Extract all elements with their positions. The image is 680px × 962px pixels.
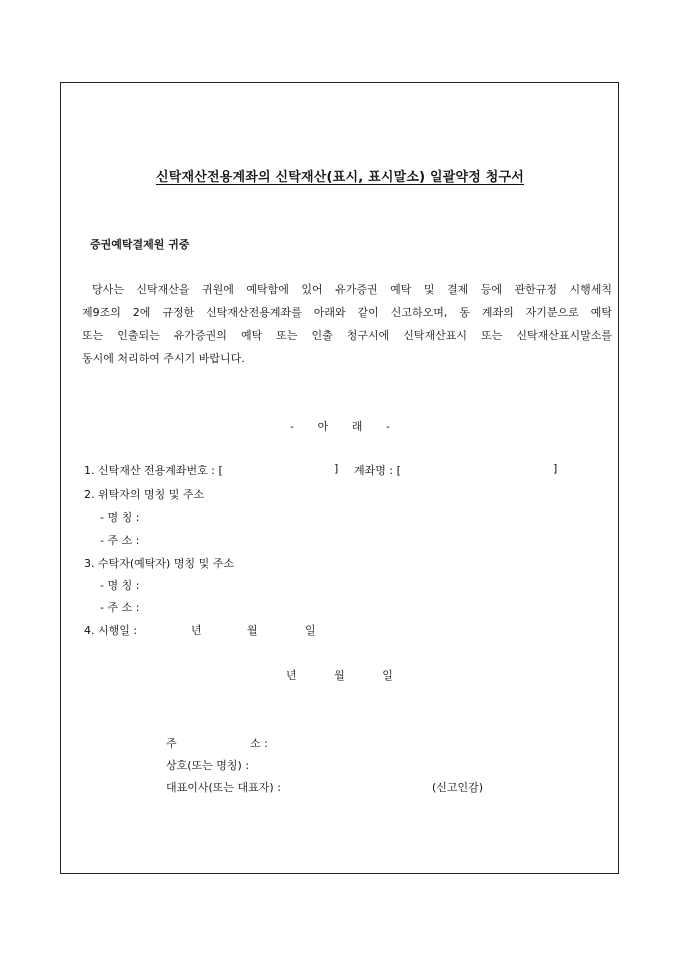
item1-account-name-label: 계좌명 : [ — [354, 464, 401, 477]
signature-seal-label: (신고인감) — [432, 781, 484, 794]
notice-heading: - 아 래 - — [290, 420, 390, 433]
signature-company-label: 상호(또는 명칭) : — [166, 759, 250, 772]
signature-address-char2: 소 : — [250, 737, 268, 750]
item4-month: 월 — [247, 624, 258, 637]
addressee: 증권예탁결제원 귀중 — [90, 238, 190, 251]
item3-address: - 주 소 : — [100, 601, 140, 614]
body-line: 당사는 신탁재산을 귀원에 예탁함에 있어 유가증권 예탁 및 결제 등에 관한규정 시행세칙 — [92, 283, 612, 296]
body-line: 동시에 처리하여 주시기 바랍니다. — [82, 352, 245, 365]
date-line: 년 월 일 — [286, 669, 393, 682]
item1-label: 1. 신탁재산 전용계좌번호 : [ — [84, 464, 223, 477]
body-paragraph — [82, 278, 612, 370]
document-title — [0, 166, 680, 185]
item2-name: - 명 칭 : — [100, 511, 140, 524]
signature-representative-label: 대표이사(또는 대표자) : — [166, 781, 281, 794]
item1-close-bracket: ] — [334, 462, 339, 475]
signature-address-char1: 주 — [166, 737, 177, 750]
item2-address: - 주 소 : — [100, 534, 140, 547]
body-line: 제9조의 2에 규정한 신탁재산전용계좌를 아래와 같이 신고하오며, 동 계좌의 자기분으로 예탁 — [82, 306, 612, 319]
document-frame — [60, 82, 619, 874]
item3-name: - 명 칭 : — [100, 579, 140, 592]
item3-label: 3. 수탁자(예탁자) 명칭 및 주소 — [84, 557, 234, 570]
body-line: 또는 인출되는 유가증권의 예탁 또는 인출 청구시에 신탁재산표시 또는 신탁재산표시말소를 — [82, 329, 612, 342]
document-title-text: 신탁재산전용계좌의 신탁재산(표시, 표시말소) 일괄약정 청구서 — [155, 170, 525, 185]
item1-account-name-close: ] — [553, 462, 558, 475]
item4-label: 4. 시행일 : — [84, 624, 138, 637]
item4-day: 일 — [305, 624, 316, 637]
item2-label: 2. 위탁자의 명칭 및 주소 — [84, 488, 205, 501]
item4-year: 년 — [191, 624, 202, 637]
